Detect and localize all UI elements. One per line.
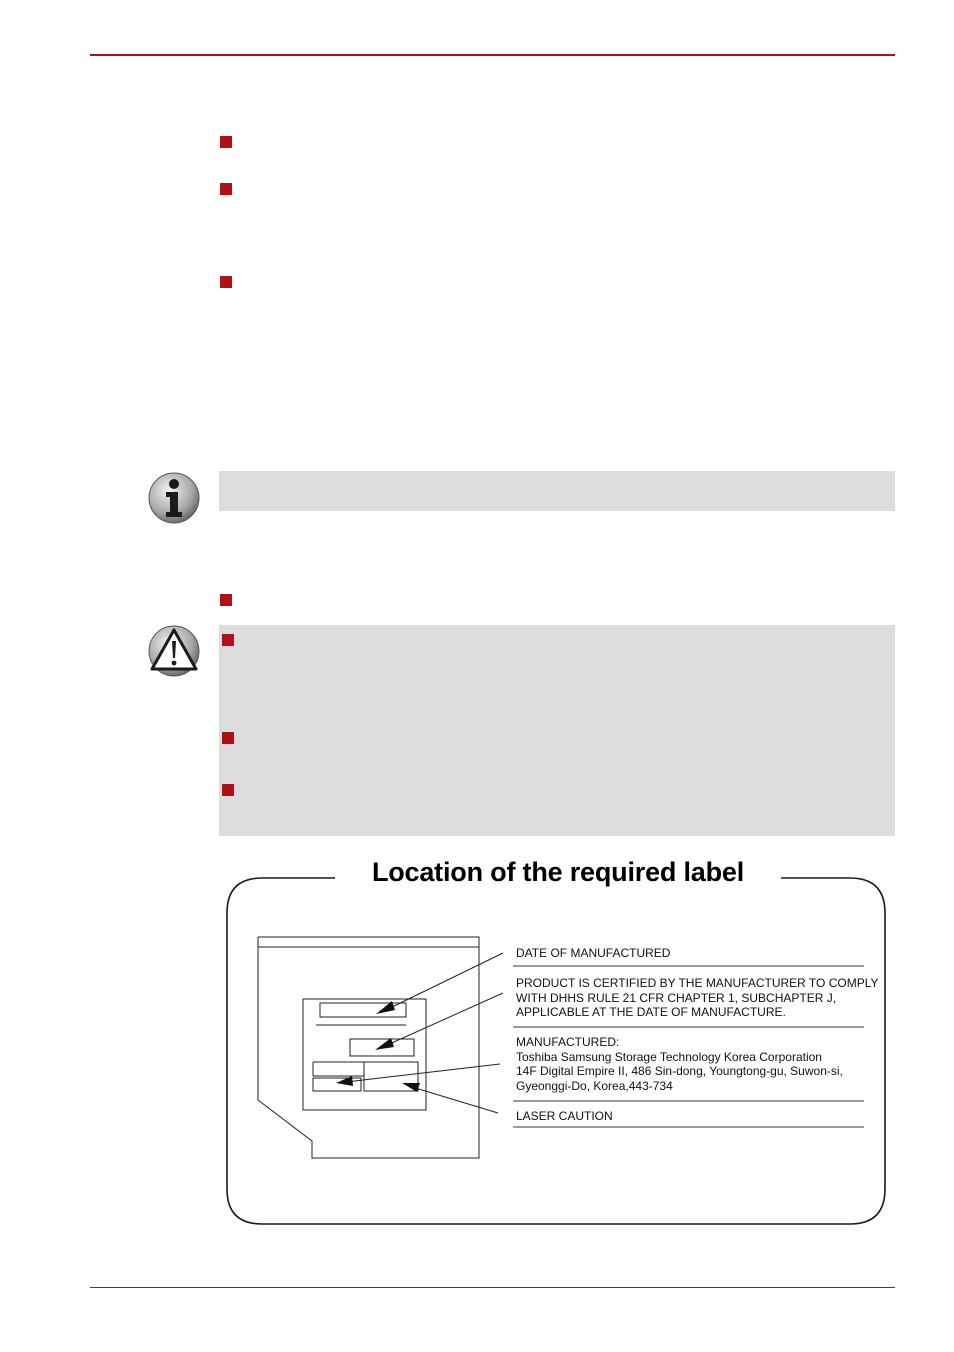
label-manufactured-line: MANUFACTURED: [516, 1035, 620, 1049]
label-manufactured-line: Gyeonggi-Do, Korea,443-734 [516, 1079, 673, 1093]
drive-outline [258, 937, 479, 1158]
label-date-of-manufactured: DATE OF MANUFACTURED [516, 946, 671, 960]
label-manufactured-line: Toshiba Samsung Storage Technology Korea Corporation [516, 1050, 822, 1064]
label-sticker [303, 999, 426, 1110]
label-certified-line: PRODUCT IS CERTIFIED BY THE MANUFACTURER TO COMPLY [516, 976, 879, 990]
label-laser-caution: LASER CAUTION [516, 1109, 613, 1123]
label-certified-line: WITH DHHS RULE 21 CFR CHAPTER 1, SUBCHAPTER J, [516, 991, 837, 1005]
label-certified-line: APPLICABLE AT THE DATE OF MANUFACTURE. [516, 1005, 786, 1019]
label-manufactured-line: 14F Digital Empire II, 486 Sin-dong, Youngtong-gu, Suwon-si, [516, 1064, 843, 1078]
diagram-title: Location of the required label [338, 855, 778, 889]
footer-rule [90, 1287, 895, 1288]
